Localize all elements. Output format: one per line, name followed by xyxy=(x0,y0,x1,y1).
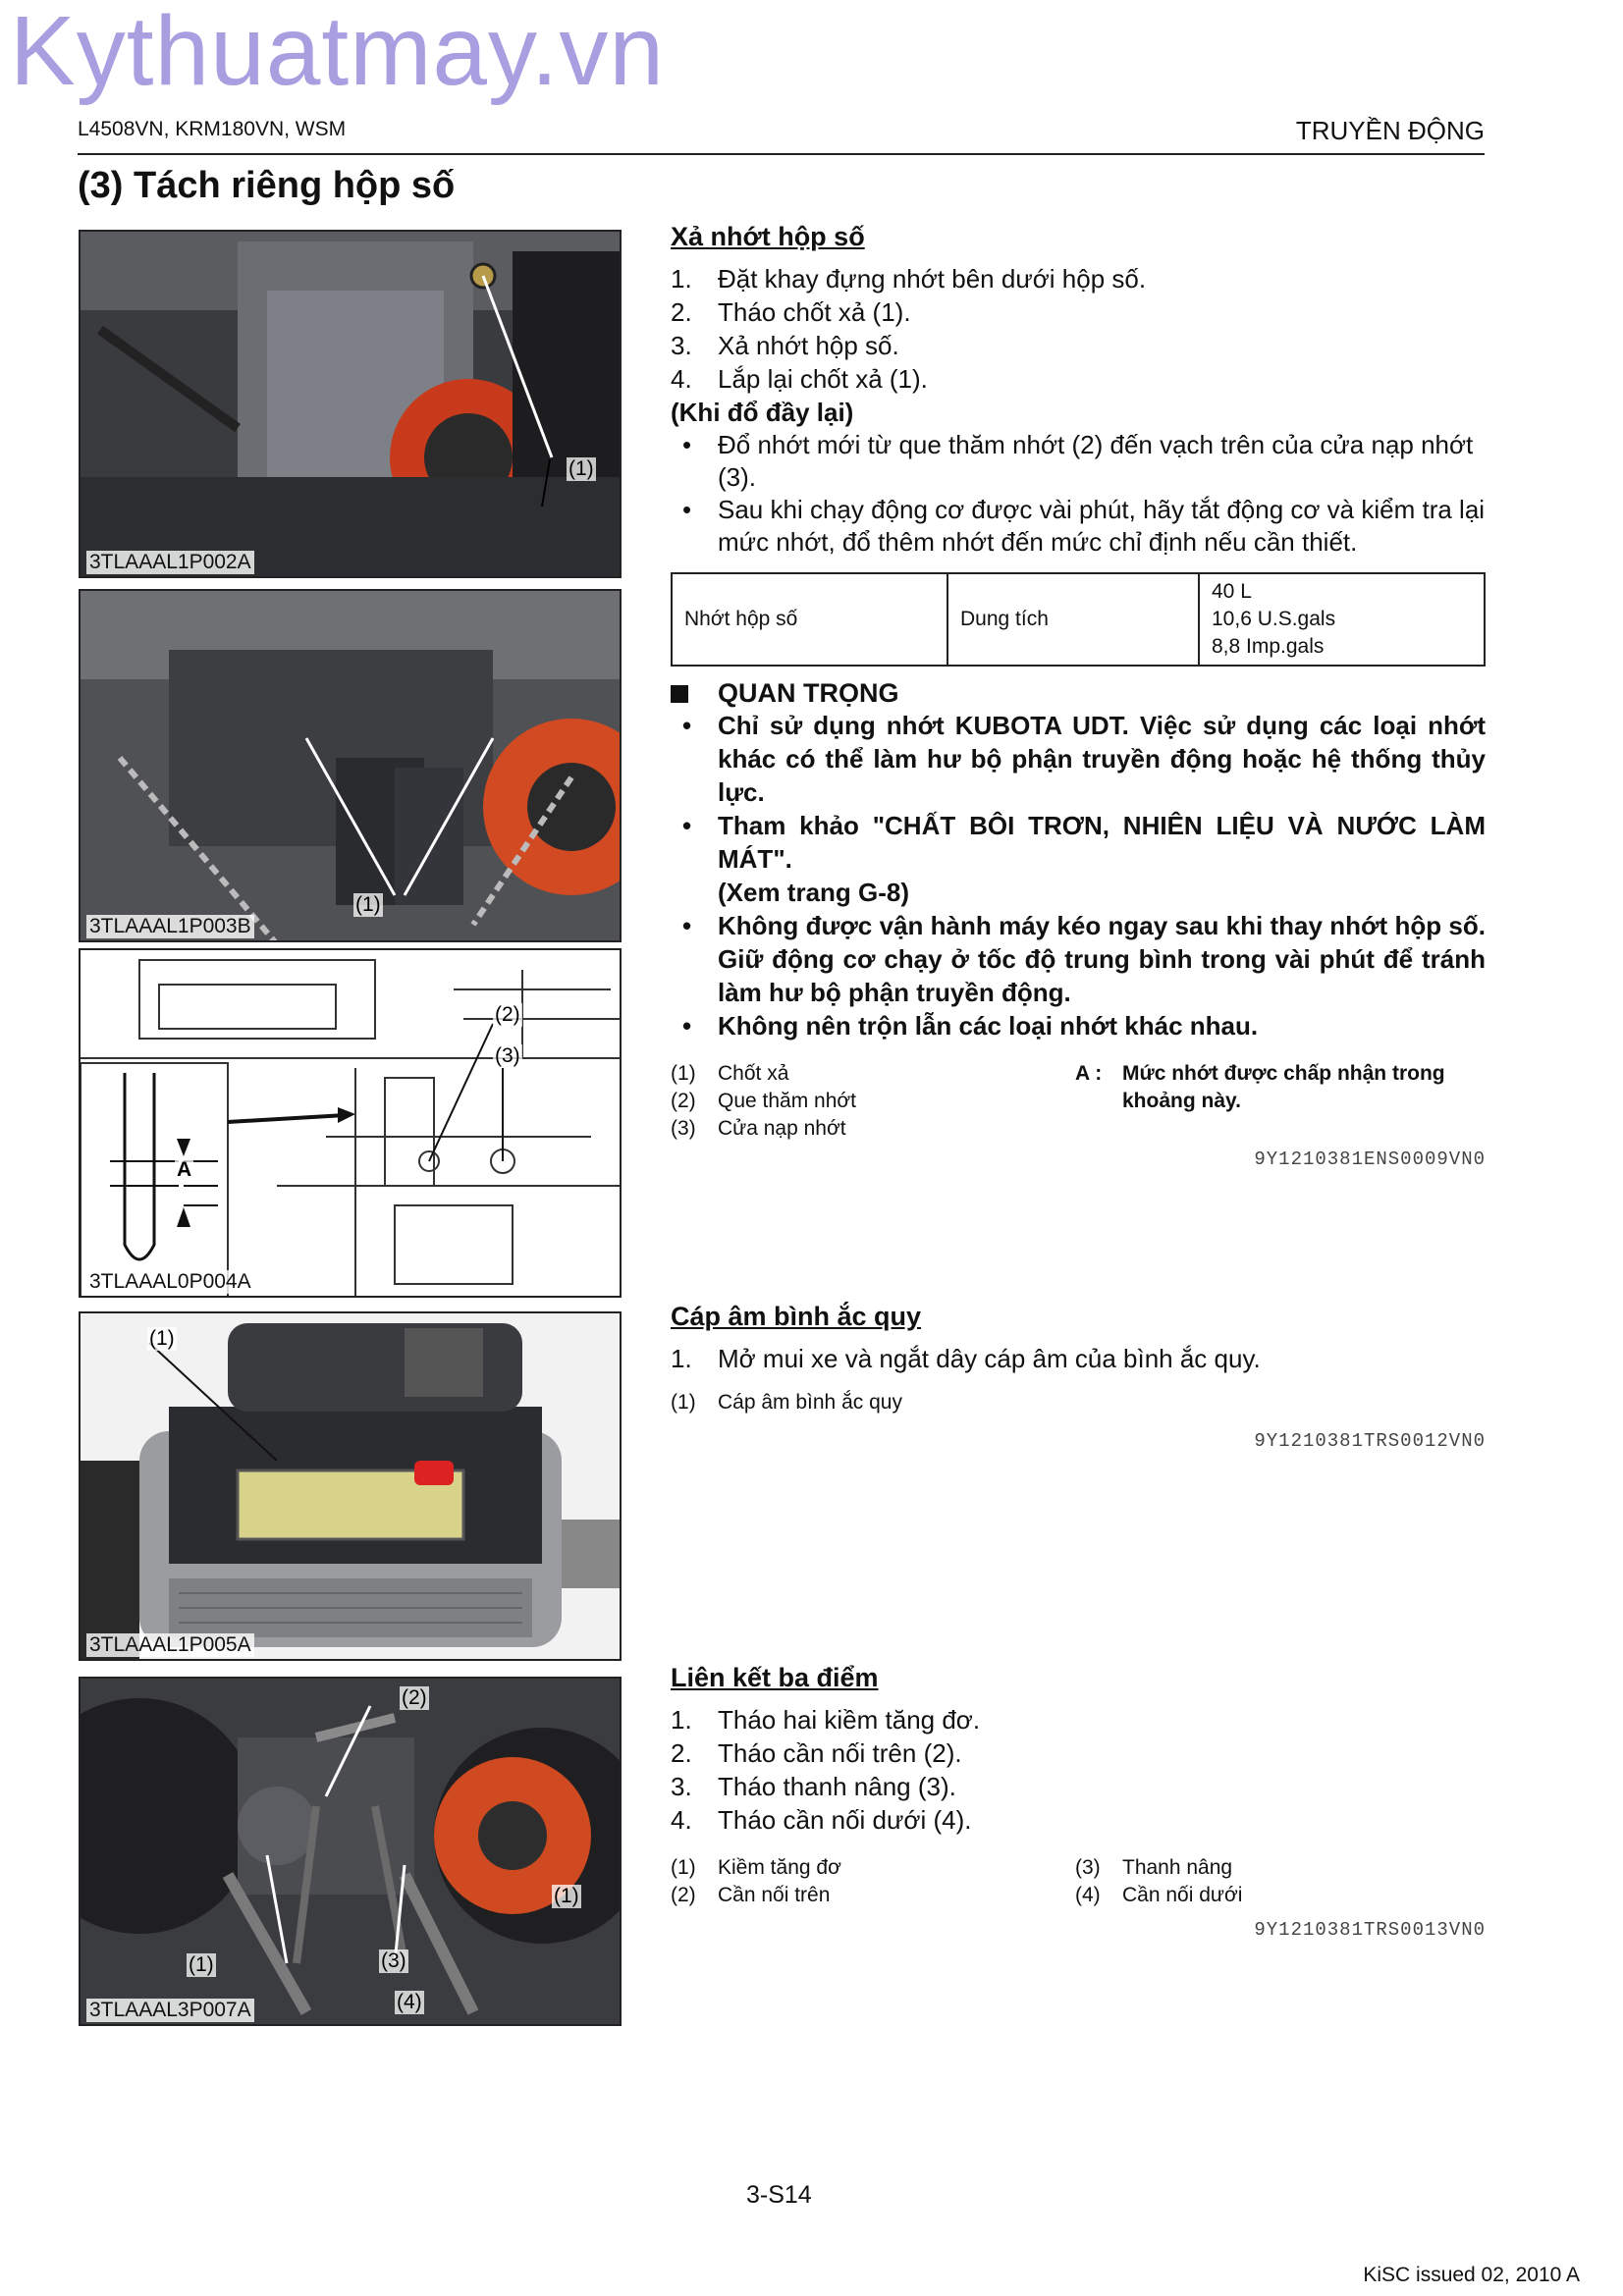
photo-battery xyxy=(81,1313,622,1661)
list-item: 1. Mở mui xe và ngắt dây cáp âm của bình ắc quy. xyxy=(671,1344,1261,1373)
list-item: 4. Tháo cần nối dưới (4). xyxy=(671,1805,972,1835)
refill-title: (Khi đổ đầy lại) xyxy=(671,398,854,427)
figure-code: 3TLAAAL1P002A xyxy=(86,551,254,574)
list-item: • Chỉ sử dụng nhớt KUBOTA UDT. Việc sử dụng các loại nhớt khác có thể làm hư bộ phận truyền động hoặc hệ thống thủy lực. xyxy=(682,711,1486,807)
list-item: 1. Tháo hai kiềm tăng đơ. xyxy=(671,1705,981,1735)
table-cell-item: Nhớt hộp số xyxy=(672,573,947,666)
figure-code: 3TLAAAL3P007A xyxy=(86,1999,254,2022)
document-code: 9Y1210381TRS0012VN0 xyxy=(1254,1430,1486,1452)
list-item: 2. Tháo chốt xả (1). xyxy=(671,297,911,327)
callout-4: (4) xyxy=(397,1991,422,2013)
photo-gearbox-underside xyxy=(81,232,622,578)
three-point-legend: (1) Kiềm tăng đơ (2) Cần nối trên (3) Thanh nâng (4) Cần nối dưới xyxy=(671,1856,1243,1906)
figure-gearbox-drain-photo xyxy=(79,230,622,578)
header-rule xyxy=(78,153,1485,155)
callout-1-left: (1) xyxy=(189,1953,214,1976)
section-title: (3) Tách riêng hộp số xyxy=(78,165,456,206)
drawing-dipstick xyxy=(81,950,622,1298)
figure-code: 3TLAAAL1P003B xyxy=(86,915,254,938)
document-code: 9Y1210381TRS0013VN0 xyxy=(1254,1919,1486,1941)
figure-three-point-linkage-photo xyxy=(79,1677,622,2026)
callout-2: (2) xyxy=(495,1003,520,1026)
list-item: 4. Lắp lại chốt xả (1). xyxy=(671,364,928,394)
three-point-title: Liên kết ba điểm xyxy=(671,1663,879,1692)
callout-1: (1) xyxy=(568,457,594,480)
watermark: Kythuatmay.vn xyxy=(10,0,666,106)
important-bullets xyxy=(671,709,1486,1042)
callout-1: (1) xyxy=(355,893,381,916)
refill-bullets xyxy=(671,429,1486,559)
oil-drain-section xyxy=(671,222,1486,1170)
photo-three-point-linkage xyxy=(81,1679,622,2026)
document-code: 9Y1210381ENS0009VN0 xyxy=(1254,1148,1486,1170)
square-bullet-icon xyxy=(671,685,688,703)
oil-drain-title: Xả nhớt hộp số xyxy=(671,222,865,251)
callout-1-right: (1) xyxy=(554,1885,579,1907)
list-item: 1. Đặt khay đựng nhớt bên dưới hộp số. xyxy=(671,264,1147,294)
figure-code: 3TLAAAL1P005A xyxy=(86,1633,254,1657)
callout-a: A xyxy=(177,1158,192,1181)
callout-3: (3) xyxy=(381,1949,406,1972)
battery-steps xyxy=(671,1342,1486,1375)
callout-3: (3) xyxy=(495,1044,520,1067)
list-item: 2. Tháo cần nối trên (2). xyxy=(671,1738,962,1768)
list-item: • Không nên trộn lẫn các loại nhớt khác nhau. xyxy=(682,1011,1259,1041)
important-heading: QUAN TRỌNG xyxy=(671,678,1486,709)
header-chapter: TRUYỀN ĐỘNG xyxy=(1295,116,1485,145)
list-item: • Không được vận hành máy kéo ngay sau khi thay nhớt hộp số. Giữ động cơ chạy ở tốc độ trung bình trong vài phút để tránh làm hư bộ phận truyền động. xyxy=(682,911,1486,1007)
battery-section xyxy=(671,1302,1486,1452)
table-cell-label: Dung tích xyxy=(947,573,1199,666)
callout-1: (1) xyxy=(149,1327,175,1350)
figure-dipstick-drawing xyxy=(79,948,622,1298)
battery-title: Cáp âm bình ắc quy xyxy=(671,1302,922,1331)
oil-drain-legend: (1) Chốt xả (2) Que thăm nhớt (3) Cửa nạp nhớt A : Mức nhớt được chấp nhận trong khoảng này. xyxy=(671,1062,1445,1140)
issue-note: KiSC issued 02, 2010 A xyxy=(1363,2264,1580,2286)
callout-2: (2) xyxy=(402,1686,427,1709)
oil-drain-steps xyxy=(671,262,1486,396)
figure-battery-photo xyxy=(79,1311,622,1661)
photo-drain-plug xyxy=(81,591,622,942)
list-item: 3. Tháo thanh nâng (3). xyxy=(671,1772,956,1801)
list-item: • Sau khi chạy động cơ được vài phút, hãy tắt động cơ và kiểm tra lại mức nhớt, đổ thêm nhớt đến mức chỉ định nếu cần thiết. xyxy=(682,495,1486,557)
three-point-steps xyxy=(671,1703,1486,1837)
list-item: 3. Xả nhớt hộp số. xyxy=(671,331,899,360)
list-item: • Tham khảo "CHẤT BÔI TRƠN, NHIÊN LIỆU VÀ NƯỚC LÀM MÁT". (Xem trang G-8) xyxy=(682,811,1486,907)
three-point-section xyxy=(671,1663,1486,1941)
header-models: L4508VN, KRM180VN, WSM xyxy=(78,118,347,140)
figure-drain-plug-photo xyxy=(79,589,622,942)
battery-legend: (1) Cáp âm bình ắc quy xyxy=(671,1391,902,1414)
capacity-table xyxy=(671,572,1486,667)
page-number: 3-S14 xyxy=(746,2181,812,2209)
list-item: • Đổ nhớt mới từ que thăm nhớt (2) đến vạch trên của cửa nạp nhớt (3). xyxy=(682,430,1474,492)
table-cell-values: 40 L 10,6 U.S.gals 8,8 Imp.gals xyxy=(1199,573,1485,666)
figure-code: 3TLAAAL0P004A xyxy=(86,1270,254,1294)
